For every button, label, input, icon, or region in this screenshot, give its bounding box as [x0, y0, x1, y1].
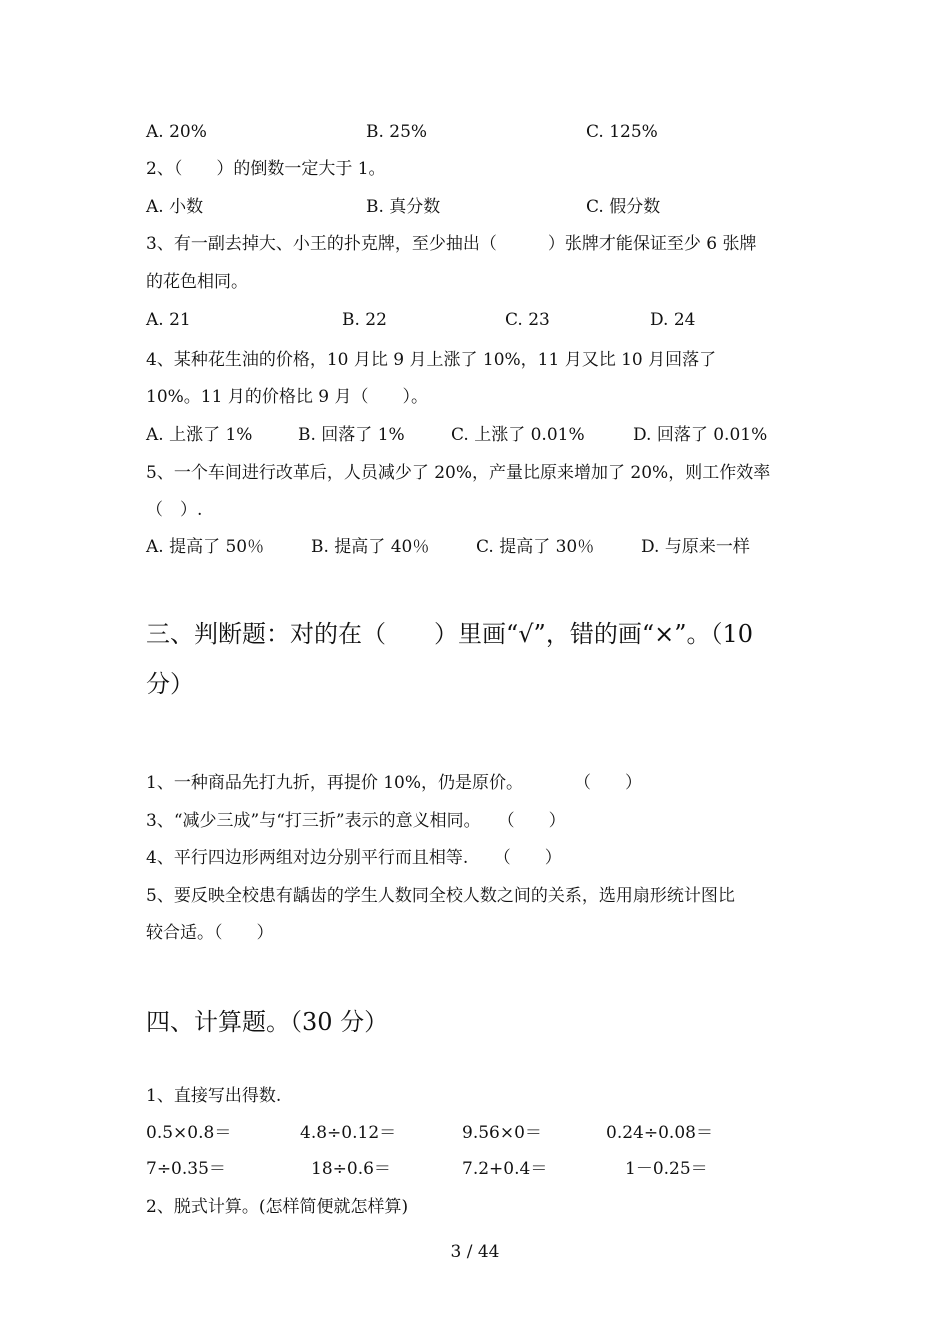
- calc-item: 18÷0.6＝: [311, 1159, 391, 1179]
- q4-option-b: B. 回落了 1%: [298, 425, 405, 445]
- q1-option-b: B. 25%: [366, 122, 428, 142]
- section3-item-4: 4、平行四边形两组对边分别平行而且相等. （ ）: [146, 848, 562, 868]
- section4-heading: 四、计算题。（30 分）: [146, 1008, 389, 1036]
- q5-stem-line2: （ ）.: [146, 500, 203, 520]
- calc-item: 0.24÷0.08＝: [606, 1123, 713, 1143]
- q4-stem-line1: 4、某种花生油的价格，10 月比 9 月上涨了 10%，11 月又比 10 月回落了: [146, 350, 717, 370]
- q4-option-c: C. 上涨了 0.01%: [451, 425, 585, 445]
- q4-option-d: D. 回落了 0.01%: [633, 425, 768, 445]
- q2-option-c: C. 假分数: [586, 197, 661, 217]
- section3-item-3: 3、“减少三成”与“打三折”表示的意义相同。 （ ）: [146, 811, 566, 831]
- page-number: 3 / 44: [450, 1242, 500, 1262]
- q3-option-b: B. 22: [342, 310, 387, 330]
- calc-item: 1－0.25＝: [625, 1159, 708, 1179]
- q3-stem-line2: 的花色相同。: [146, 272, 248, 292]
- q3-option-c: C. 23: [505, 310, 550, 330]
- q4-option-a: A. 上涨了 1%: [146, 425, 253, 445]
- section4-sub1: 1、直接写出得数.: [146, 1086, 282, 1106]
- q4-stem-line2: 10%。11 月的价格比 9 月（ ）。: [146, 387, 428, 407]
- q3-option-d: D. 24: [650, 310, 696, 330]
- q5-option-b: B. 提高了 40％: [311, 537, 430, 557]
- section3-item-5-line2: 较合适。（ ）: [146, 923, 274, 943]
- calc-item: 0.5×0.8＝: [146, 1123, 232, 1143]
- q5-option-c: C. 提高了 30％: [476, 537, 595, 557]
- q2-option-a: A. 小数: [146, 197, 204, 217]
- section4-sub2: 2、脱式计算。(怎样简便就怎样算): [146, 1197, 409, 1217]
- q5-option-a: A. 提高了 50％: [146, 537, 265, 557]
- calc-item: 7÷0.35＝: [146, 1159, 226, 1179]
- calc-item: 7.2+0.4＝: [462, 1159, 548, 1179]
- q3-stem-line1: 3、有一副去掉大、小王的扑克牌，至少抽出（ ）张牌才能保证至少 6 张牌: [146, 234, 757, 254]
- q2-option-b: B. 真分数: [366, 197, 441, 217]
- q5-stem-line1: 5、一个车间进行改革后，人员减少了 20%，产量比原来增加了 20%，则工作效率: [146, 463, 771, 483]
- q3-option-a: A. 21: [146, 310, 191, 330]
- calc-item: 9.56×0＝: [462, 1123, 542, 1143]
- q1-option-c: C. 125%: [586, 122, 658, 142]
- section3-item-5-line1: 5、要反映全校患有龋齿的学生人数同全校人数之间的关系，选用扇形统计图比: [146, 886, 735, 906]
- section3-heading-line2: 分）: [146, 670, 194, 698]
- section3-heading-line1: 三、判断题：对的在（ ）里画“√”，错的画“×”。（10: [146, 620, 754, 648]
- q2-stem: 2、（ ）的倒数一定大于 1。: [146, 159, 386, 179]
- q1-option-a: A. 20%: [146, 122, 207, 142]
- calc-item: 4.8÷0.12＝: [300, 1123, 397, 1143]
- q5-option-d: D. 与原来一样: [641, 537, 750, 557]
- section3-item-1: 1、一种商品先打九折，再提价 10%，仍是原价。 （ ）: [146, 773, 643, 793]
